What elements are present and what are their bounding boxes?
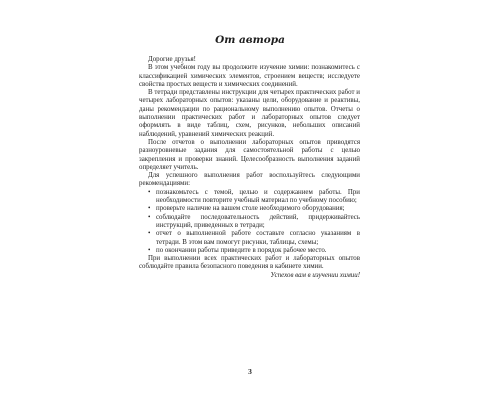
list-item [139, 230, 360, 247]
list-item-text: отчет о выполненной работе составьте согласно указаниям в тетради. В этом вам помогут рисунки, таблицы, схемы; [156, 230, 360, 246]
bullet-icon: • [148, 188, 151, 196]
list-item-text: проверьте наличие на вашем столе необходимого оборудования; [156, 205, 345, 213]
preface-paragraph: В тетради представлены инструкции для четырех практических работ и четырех лабораторных опытов: указаны цели, оборудование и реактивы, даны рекомендации по рациональному выполнению опытов. Отчеты о выполнении практических работ и лабораторных опытов следует оформлять в виде таблиц, схем, рисунков, небольших описаний наблюдений, уравнений химических реакций. [139, 89, 360, 138]
greeting-line: Дорогие друзья! [148, 56, 196, 63]
list-item [139, 247, 360, 255]
bullet-icon: • [148, 205, 151, 213]
preface-paragraph: После отчетов о выполнении лабораторных опытов приводятся разноуровневые задания для самостоятельной работы с целью закрепления и проверки знаний. Целесообразность выполнения заданий определяет учитель. [139, 138, 360, 171]
list-item [139, 205, 360, 213]
bullet-icon: • [148, 246, 151, 254]
preface-paragraph: В этом учебном году вы продолжите изучение химии: познакомитесь с классификацией химических элементов, строением веществ; исследуете свойства простых веществ и химических соединений. [139, 64, 360, 88]
bullet-icon: • [148, 230, 151, 238]
list-item [139, 214, 360, 231]
recommendations-list [139, 189, 360, 255]
page-title: От автора [215, 34, 285, 46]
preface-body [139, 56, 360, 280]
preface-paragraph: Для успешного выполнения работ воспользуйтесь следующими рекомендациями: [139, 172, 360, 188]
list-item [139, 189, 360, 206]
bullet-icon: • [148, 213, 151, 221]
safety-paragraph: При выполнении всех практических работ и лабораторных опытов соблюдайте правила безопасного поведения в кабинете химии. [139, 255, 360, 271]
closing-wish: Успехов вам в изучении химии! [270, 271, 360, 279]
list-item-text: по окончании работы приведите в порядок рабочее место. [156, 246, 327, 254]
list-item-text: познакомьтесь с темой, целью и содержанием работы. При необходимости повторите учебный материал по учебному пособию; [156, 188, 360, 205]
list-item-text: соблюдайте последовательность действий, придерживайтесь инструкций, приведенных в тетради; [156, 213, 360, 229]
page-number: 3 [248, 367, 252, 376]
